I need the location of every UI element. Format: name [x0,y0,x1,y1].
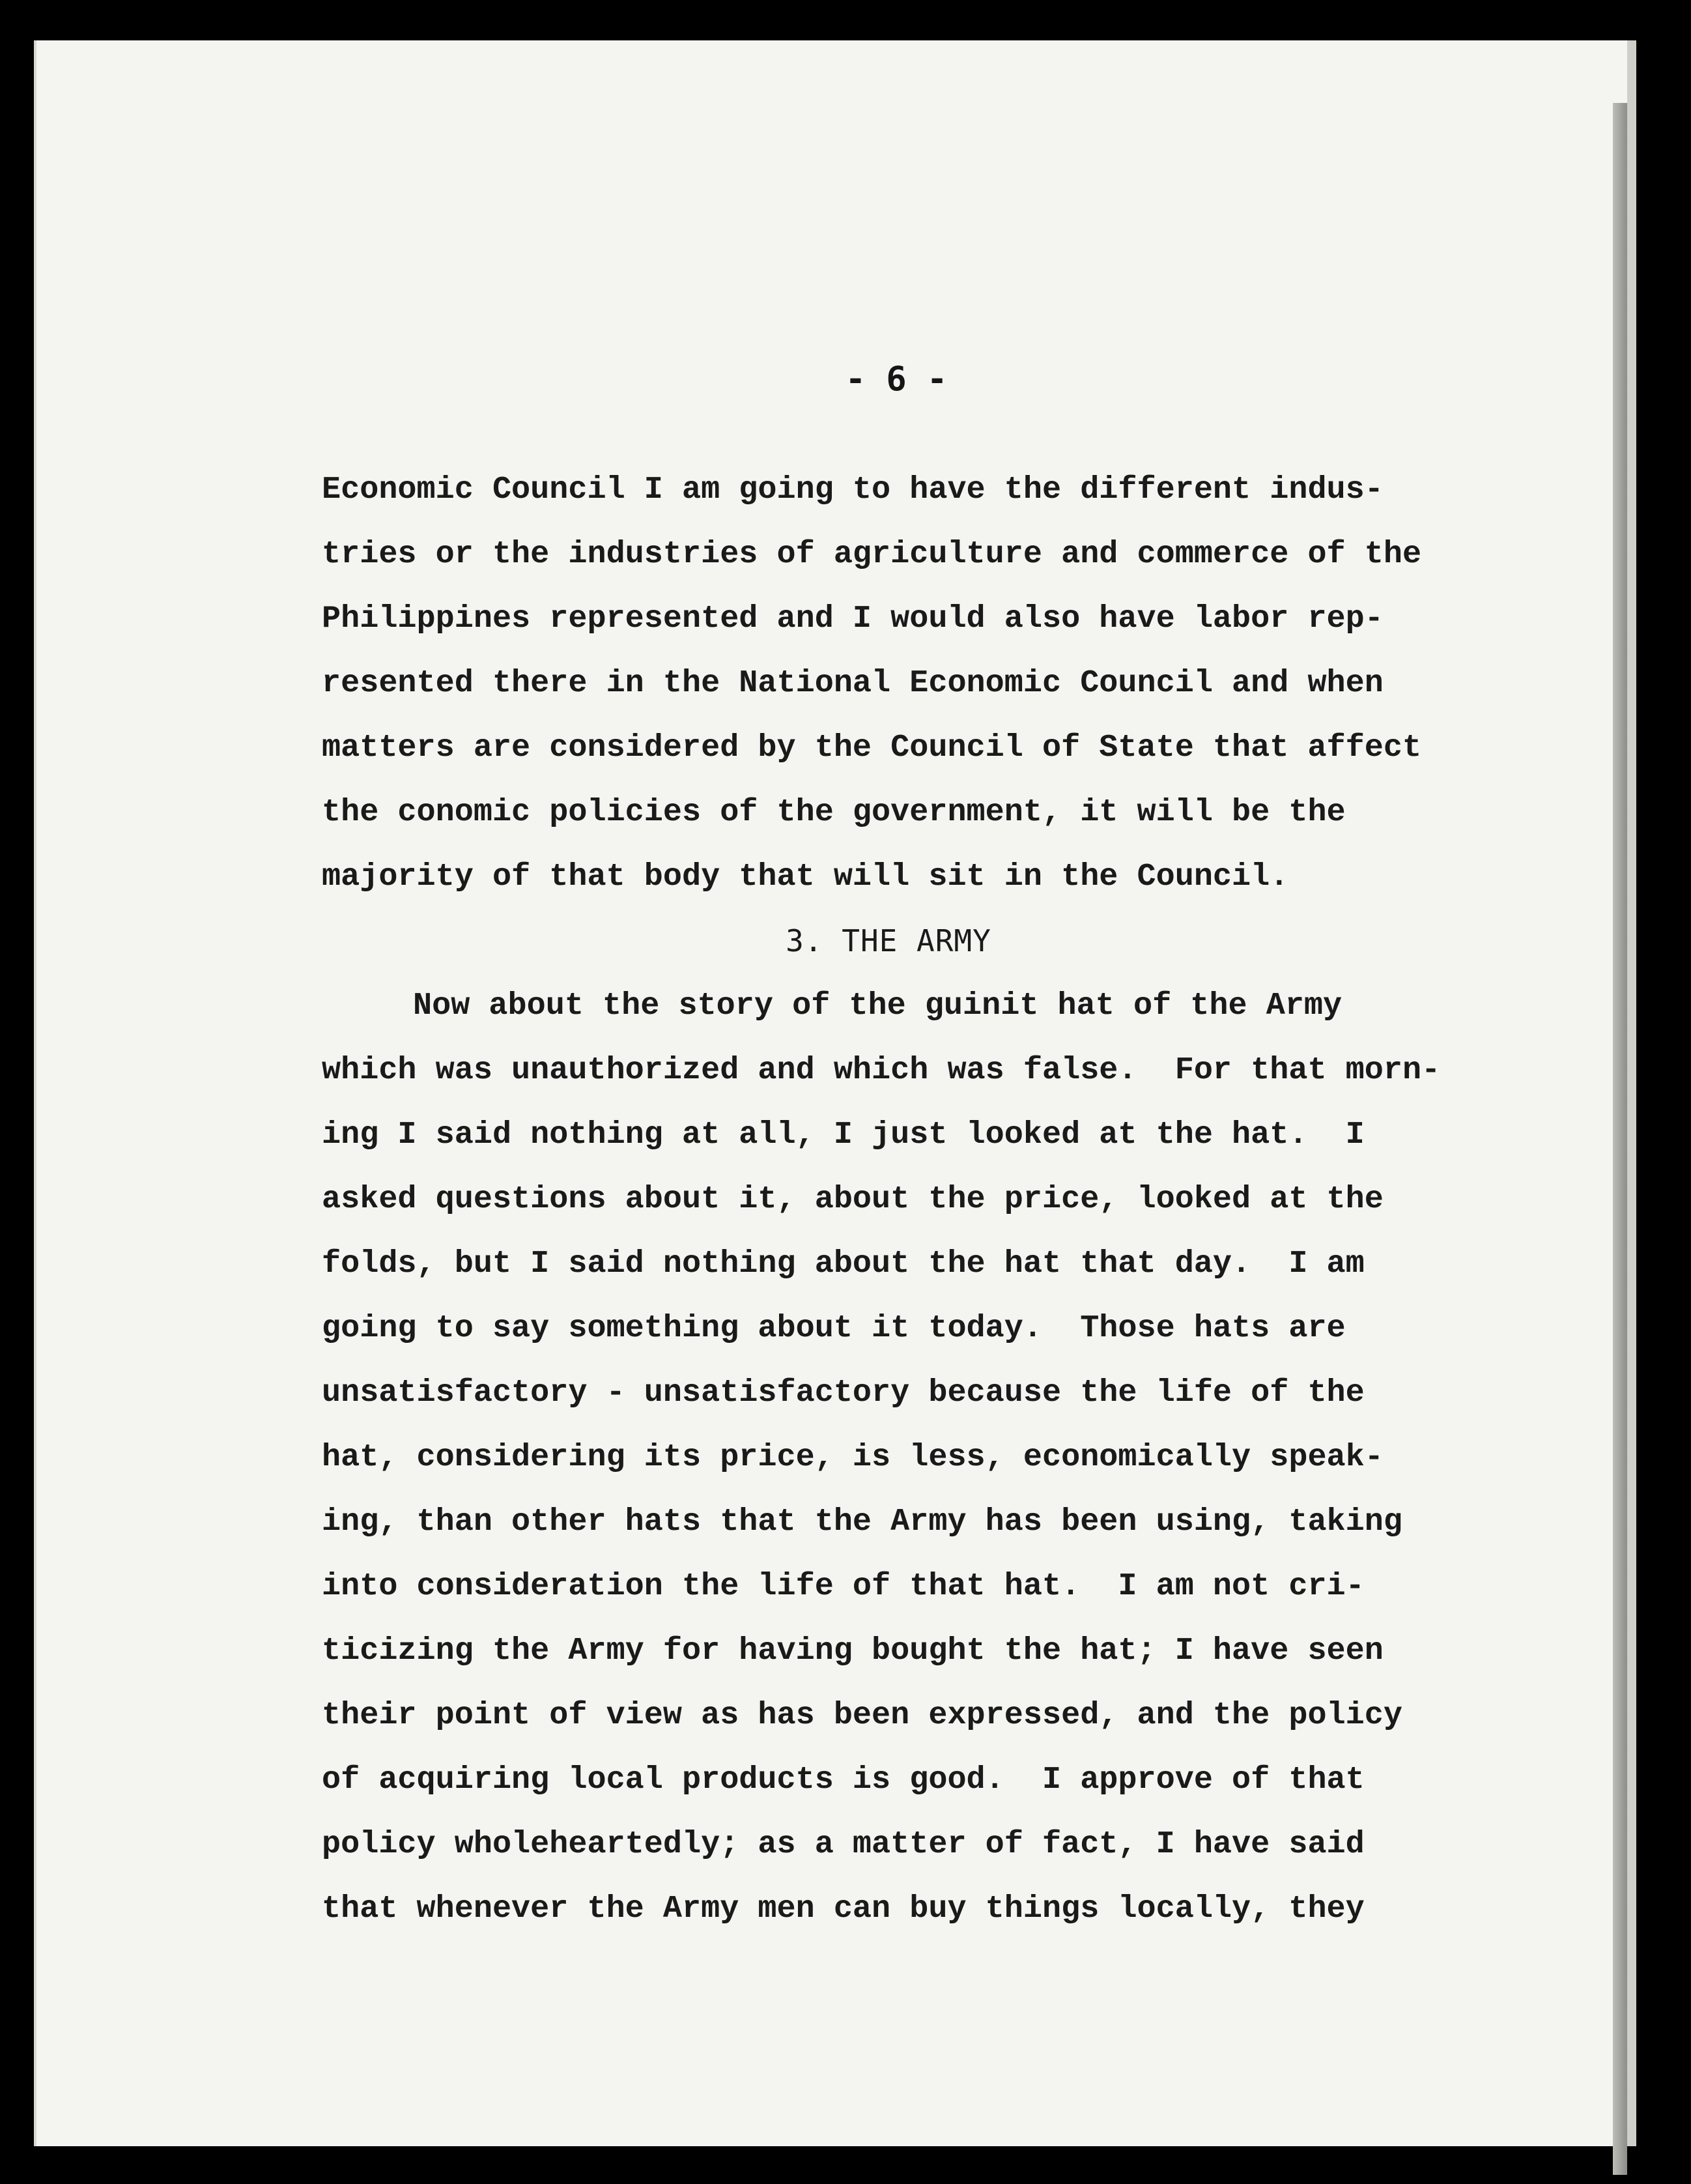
text-line: asked questions about it, about the price, looked at the [322,1181,1384,1217]
section-heading: 3. THE ARMY [786,923,991,958]
text-line: folds, but I said nothing about the hat that day. I am [322,1246,1365,1282]
text-line: that whenever the Army men can buy things locally, they [322,1891,1365,1927]
text-line: majority of that body that will sit in the Council. [322,859,1289,895]
text-line: which was unauthorized and which was false. For that morn- [322,1052,1441,1088]
text-line: tries or the industries of agriculture and commerce of the [322,536,1422,572]
text-line: ing I said nothing at all, I just looked at the hat. I [322,1117,1365,1153]
text-line: resented there in the National Economic Council and when [322,665,1384,701]
document-page [34,40,1636,2146]
text-line: ticizing the Army for having bought the hat; I have seen [322,1633,1384,1669]
text-line: Economic Council I am going to have the different indus- [322,472,1384,508]
text-line: Philippines represented and I would also have labor rep- [322,601,1384,637]
text-line: the conomic policies of the government, it will be the [322,794,1346,830]
body-text [322,457,1533,1941]
text-line: Now about the story of the guinit hat of the Army [413,988,1343,1024]
text-line: unsatisfactory - unsatisfactory because the life of the [322,1375,1365,1411]
text-line: matters are considered by the Council of State that affect [322,730,1422,766]
text-line: their point of view as has been expressed, and the policy [322,1697,1402,1733]
text-line: of acquiring local products is good. I approve of that [322,1762,1365,1798]
page-edge [1613,103,1627,2175]
text-line: hat, considering its price, is less, economically speak- [322,1439,1384,1475]
text-line: going to say something about it today. Those hats are [322,1310,1346,1346]
text-line: into consideration the life of that hat. I am not cri- [322,1568,1365,1604]
text-line: ing, than other hats that the Army has been using, taking [322,1504,1402,1540]
text-line: policy wholeheartedly; as a matter of fact, I have said [322,1826,1365,1862]
page-number: - 6 - [845,360,948,399]
